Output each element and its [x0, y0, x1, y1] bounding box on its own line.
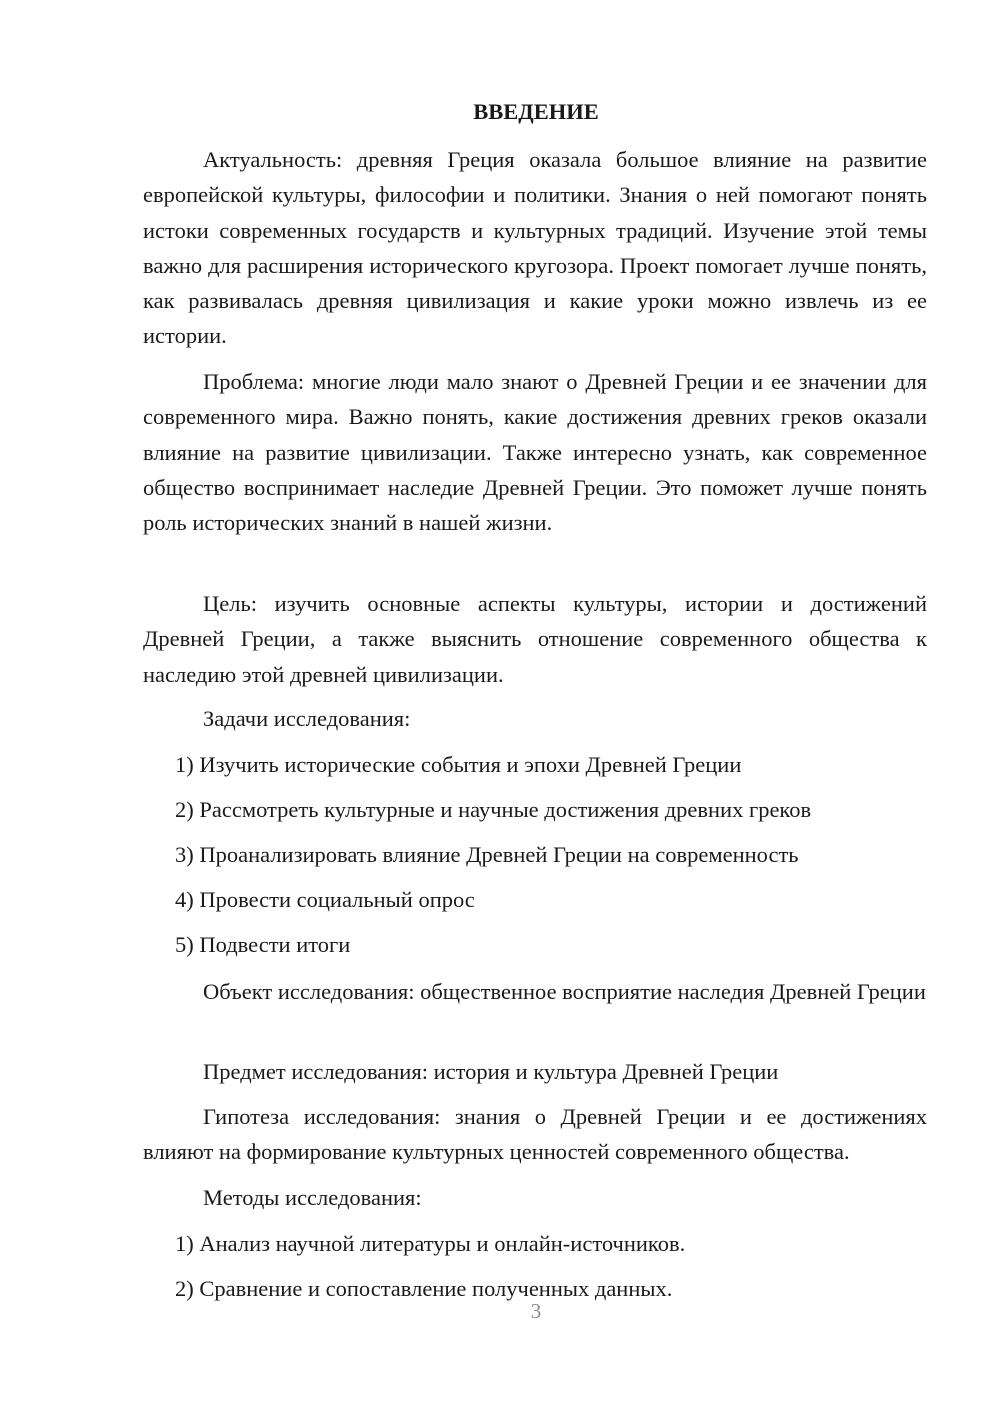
page-number: 3	[530, 1299, 542, 1323]
method-item: 2) Сравнение и сопоставление полученных данных.	[175, 1276, 673, 1301]
methods-heading: Методы исследования:	[203, 1185, 422, 1210]
tasks-heading: Задачи исследования:	[203, 706, 411, 731]
hypothesis-paragraph: Гипотеза исследования: знания о Древней Греции и ее достижениях влияют на формирование культурных ценностей современного общества.	[143, 1104, 927, 1165]
task-item: 1) Изучить исторические события и эпохи Древней Греции	[175, 752, 742, 777]
task-item: 4) Провести социальный опрос	[175, 887, 475, 912]
method-item: 1) Анализ научной литературы и онлайн-источников.	[175, 1231, 686, 1256]
object-paragraph: Объект исследования: общественное восприятие наследия Древней Греции	[203, 979, 926, 1004]
task-item: 3) Проанализировать влияние Древней Греции на современность	[175, 842, 799, 867]
subject-paragraph: Предмет исследования: история и культура Древней Греции	[203, 1059, 779, 1084]
problem-paragraph: Проблема: многие люди мало знают о Древней Греции и ее значении для современного мира. Важно понять, какие достижения древних греков оказали влияние на развитие цивилизации. Также интересно узнать, как современное общество воспринимает наследие Древней Греции. Это поможет лучше понять роль исторических знаний в нашей жизни.	[143, 369, 927, 536]
goal-paragraph: Цель: изучить основные аспекты культуры, истории и достижений Древней Греции, а также выяснить отношение современного общества к наследию этой древней цивилизации.	[143, 591, 927, 687]
task-item: 5) Подвести итоги	[175, 932, 351, 957]
relevance-paragraph: Актуальность: древняя Греция оказала большое влияние на развитие европейской культуры, философии и политики. Знания о ней помогают понять истоки современных государств и культурных традиций. Изучение этой темы важно для расширения исторического кругозора. Проект помогает лучше понять, как развивалась древняя цивилизация и какие уроки можно извлечь из ее истории.	[143, 147, 927, 349]
task-item: 2) Рассмотреть культурные и научные достижения древних греков	[175, 797, 812, 822]
page-title: ВВЕДЕНИЕ	[473, 99, 599, 124]
